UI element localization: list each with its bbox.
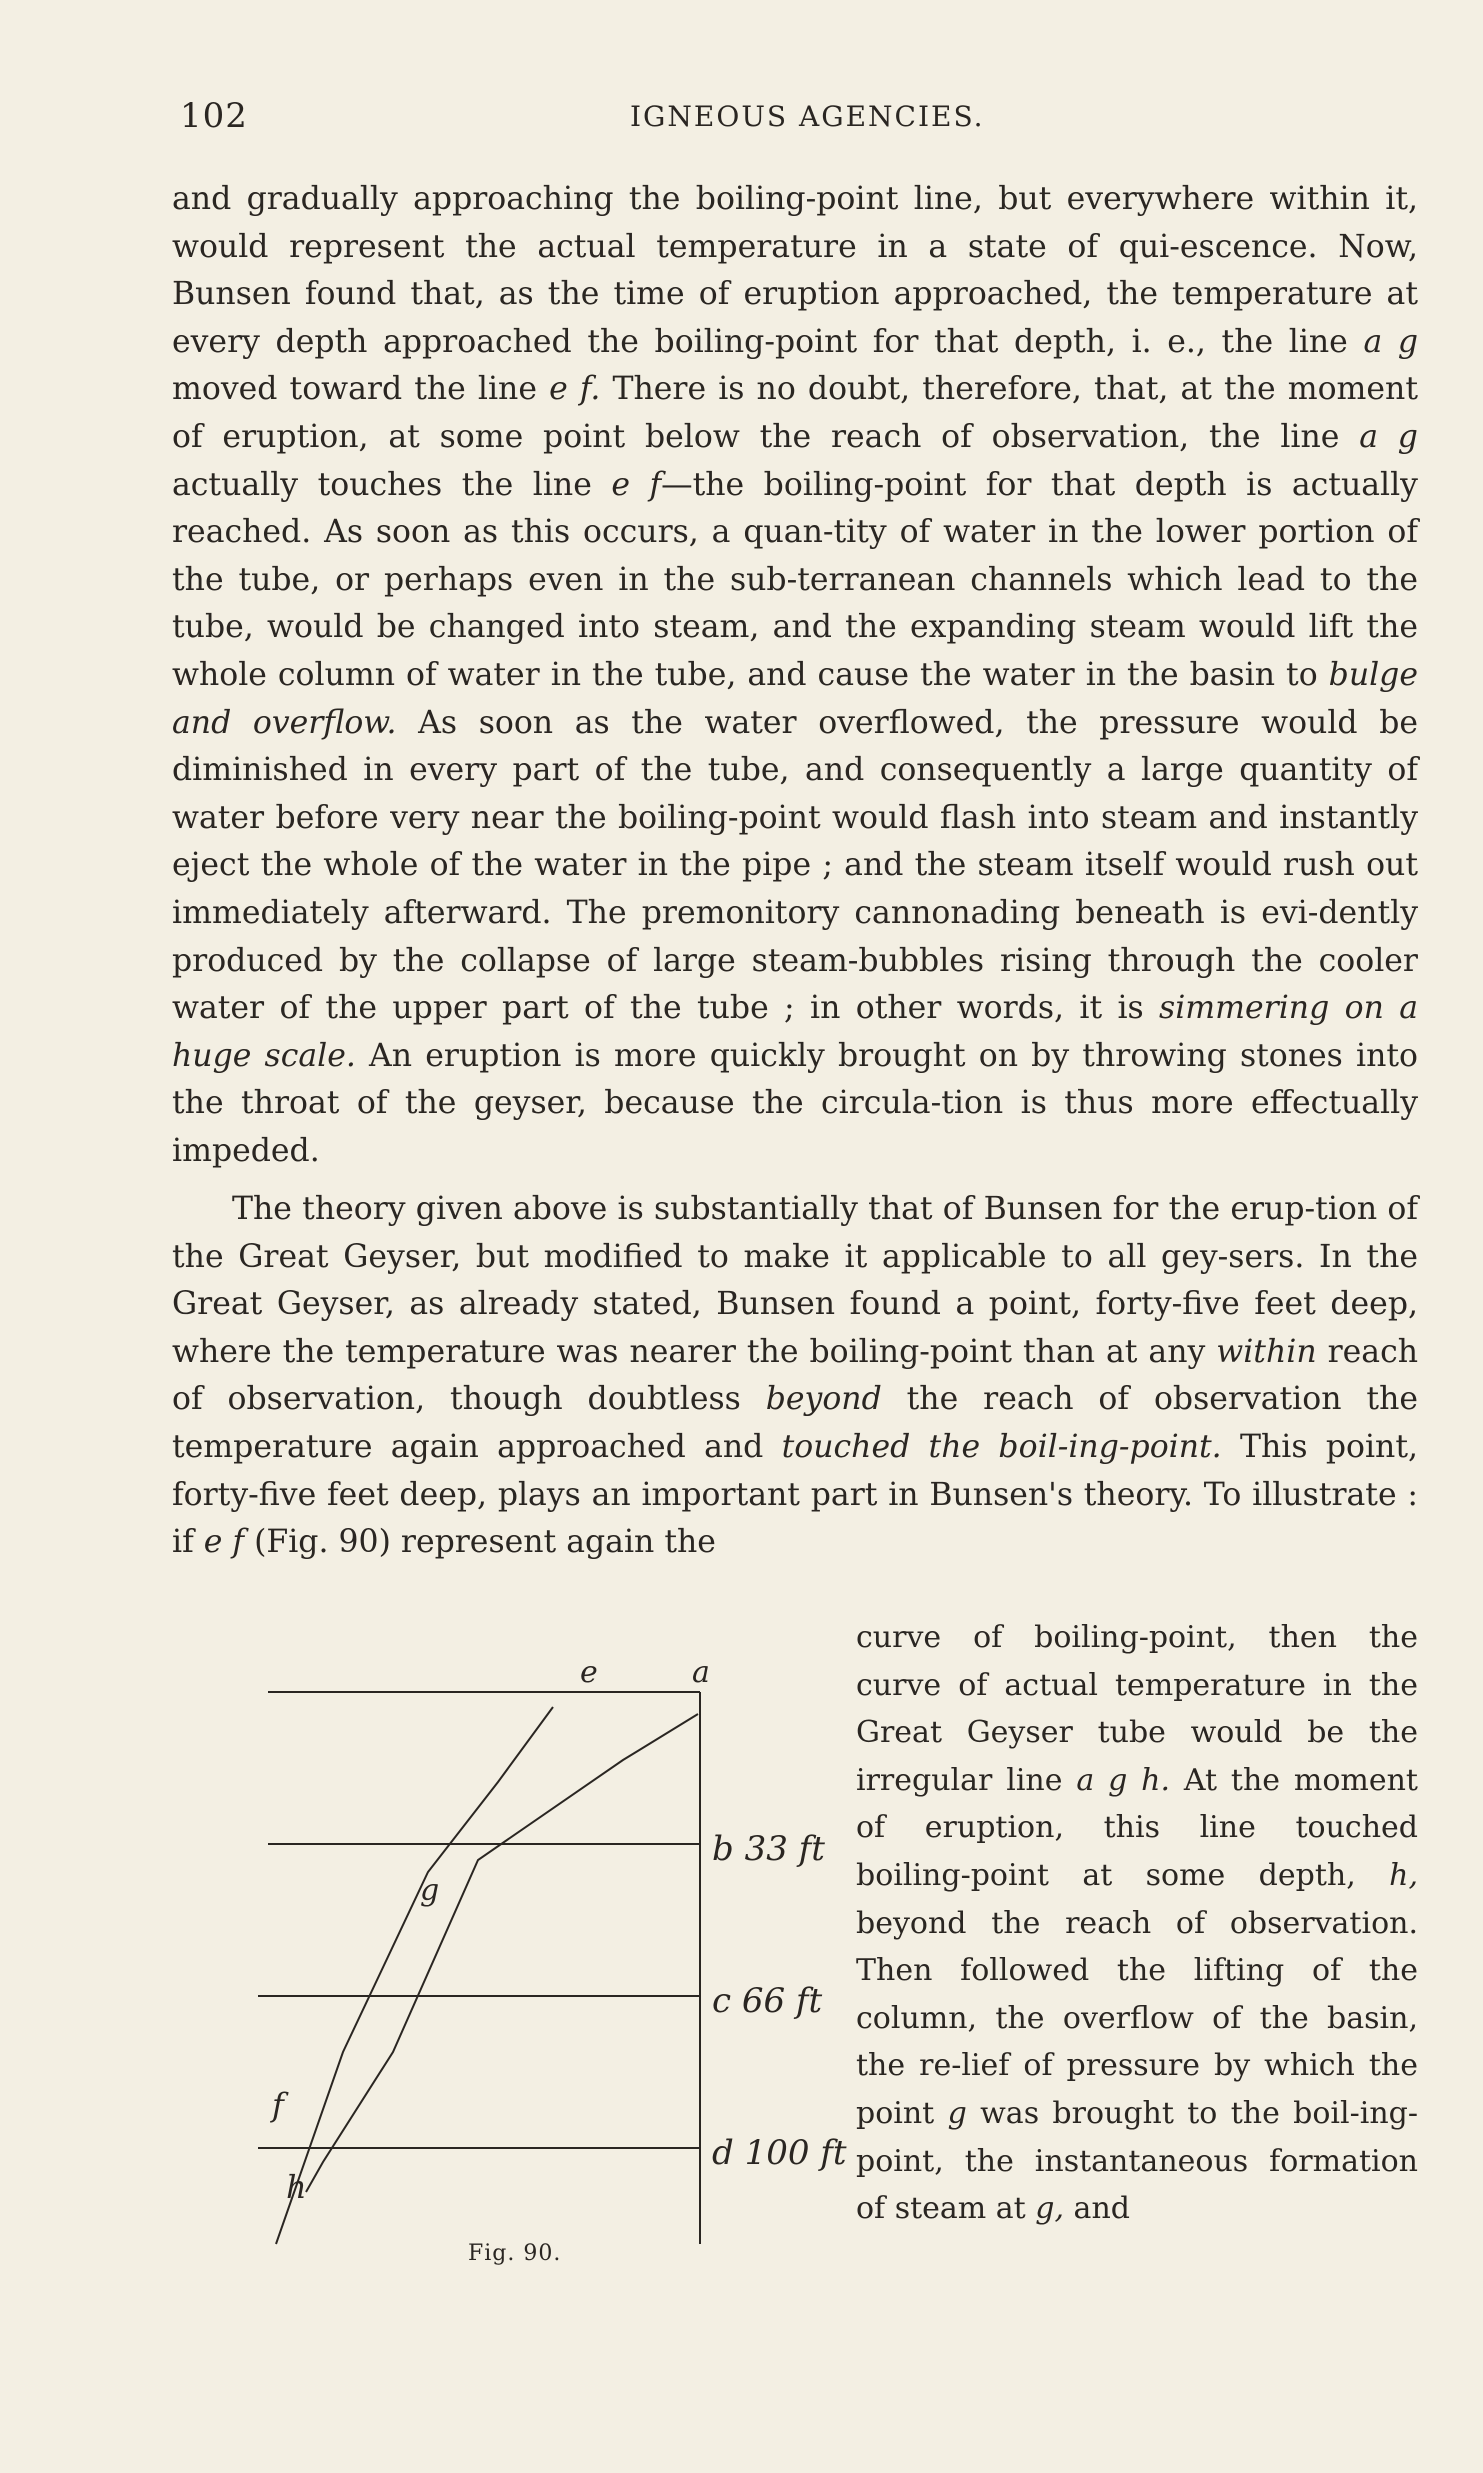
label-b: b 33 ft [712, 1829, 825, 1869]
italic-run: g, [1035, 2191, 1065, 2227]
text-run: and [1064, 2191, 1130, 2227]
italic-run: a g [1359, 418, 1418, 455]
text-run: At the moment of eruption, this line touched boiling-point at some depth, [856, 1762, 1418, 1893]
italic-run: g [947, 2095, 967, 2131]
text-run: As soon as the water overflowed, the pressure would be diminished in every part of the tube, and consequently a large quantity of water before very near the boiling-point would flash into steam and instantly eject the whole of the water in the pipe ; and the steam itself would rush out immediately afterward. The premonitory cannonading beneath is evi-dently produced by the collapse of large steam-bubbles rising through the cooler water of the upper part of the tube ; in other words, it is [172, 704, 1418, 1027]
running-head: IGNEOUS AGENCIES. [630, 100, 985, 133]
italic-run: simmering on a huge scale. [172, 990, 1418, 1074]
label-a: a [692, 1655, 710, 1690]
text-run: An eruption is more quickly brought on by throwing stones into the throat of the geyser, because the circula-tion is thus more effectually impeded. [172, 1037, 1418, 1169]
text-run: actually touches the line [172, 466, 612, 503]
text-run: moved toward the line [172, 371, 550, 408]
italic-run: a g [1363, 323, 1418, 360]
text-run: There is no doubt, therefore, that, at the moment of eruption, at some point below the reach of observation, the line [172, 371, 1418, 455]
text-run: the reach of observation the temperature again approached and [172, 1381, 1418, 1465]
italic-run: e f [611, 466, 662, 503]
text-run: was brought to the boil-ing-point, the instantaneous formation of steam at [856, 2095, 1419, 2227]
curve-a-g-h [306, 1714, 698, 2192]
italic-run: e f. [549, 371, 601, 408]
label-c: c 66 ft [712, 1981, 823, 2021]
page-header [180, 96, 1430, 146]
text-run: and gradually approaching the boiling-point line, but everywhere within it, would represent the actual temperature in a state of qui-escence. Now, Bunsen found that, as the time of eruption approached, the temperature at every depth approached the boiling-point for that depth, i. e., the line [172, 181, 1418, 360]
text-run: This point, forty-five feet deep, plays an important part in Bunsen's theory. To illustrate : if [172, 1428, 1418, 1561]
text-run: curve of boiling-point, then the curve of actual temperature in the Great Geyser tube would be the irregular line [856, 1620, 1418, 1798]
label-f: f [272, 2086, 284, 2124]
italic-run: a g h. [1076, 1762, 1171, 1798]
label-h: h [286, 2168, 307, 2206]
italic-run: e f [203, 1524, 245, 1561]
italic-run: within [1216, 1333, 1317, 1370]
geyser-temperature-diagram [228, 1632, 868, 2282]
page-number: 102 [180, 96, 248, 136]
body-paragraph-1 [172, 176, 1418, 1175]
text-run: —the boiling-point for that depth is actually reached. As soon as this occurs, a quan-tity of water in the lower portion of the tube, or perhaps even in the sub-terranean channels which lead to the tube, would be changed into steam, and the expanding steam would lift the whole column of water in the tube, and cause the water in the basin to [172, 466, 1418, 693]
label-d: d 100 ft [712, 2133, 847, 2173]
italic-run: bulge and overflow. [172, 656, 1418, 741]
text-run: The theory given above is substantially that of Bunsen for the erup-tion of the Great Geyser, but modified to make it applicable to all gey-sers. In the Great Geyser, as already stated, Bunsen found a point, forty-five feet deep, where the temperature was nearer the boiling-point than at any [172, 1191, 1418, 1370]
figure-caption: Fig. 90. [468, 2241, 562, 2266]
label-g: g [420, 1873, 440, 1908]
italic-run: touched the boil-ing-point. [781, 1428, 1222, 1465]
italic-run: beyond [765, 1381, 882, 1418]
text-run: (Fig. 90) represent again the [244, 1524, 716, 1561]
body-paragraph-2 [172, 1186, 1418, 1567]
text-run: beyond the reach of observation. Then followed the lifting of the column, the overflow of the basin, the re-lief of pressure by which the point [856, 1905, 1418, 2131]
curve-e-f [276, 1707, 553, 2244]
italic-run: h, [1389, 1857, 1418, 1893]
label-e: e [580, 1655, 598, 1690]
figure-wrap-text [856, 1614, 1418, 2233]
text-run: reach of observation, though doubtless [172, 1333, 1419, 1418]
